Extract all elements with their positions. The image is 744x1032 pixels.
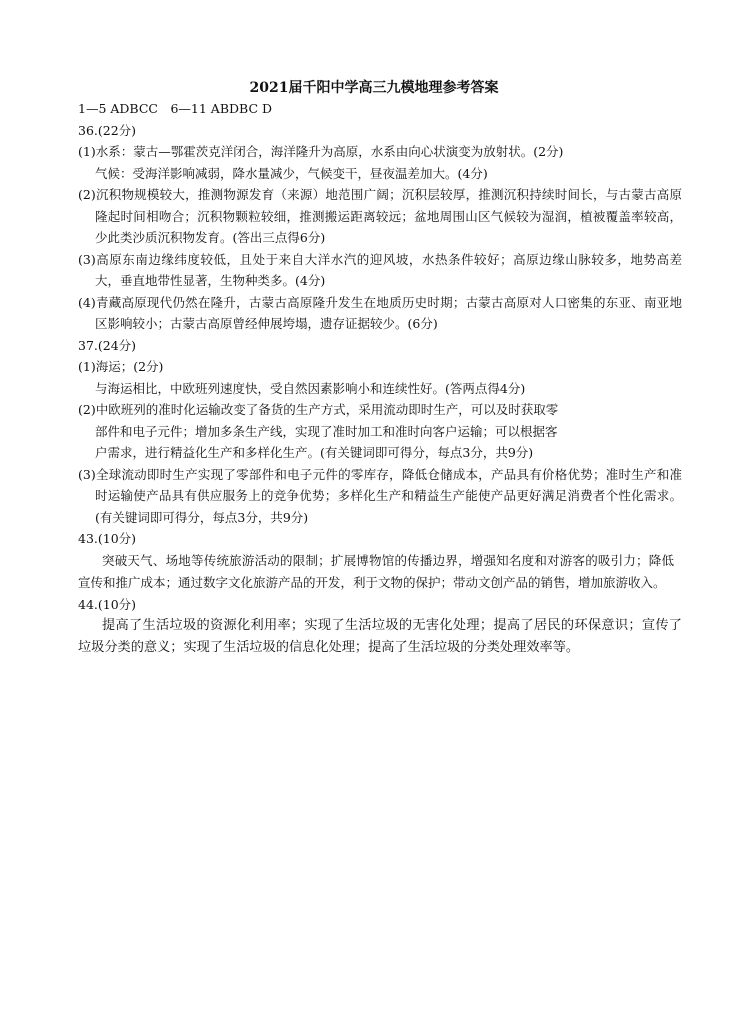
- question-37-part-2-line-3: 户需求，进行精益化生产和多样化生产。(有关键词即可得分，每点3分，共9分): [95, 445, 534, 460]
- question-36-heading: 36.(22分): [78, 122, 137, 138]
- question-37-heading: 37.(24分): [78, 337, 137, 353]
- question-43-answer: 突破天气、场地等传统旅游活动的限制；扩展博物馆的传播边界，增强知名度和对游客的吸引力；降低宣传和推广成本；通过数字文化旅游产品的开发，利于文物的保护；带动文创产品的销售，增加旅游收入。: [78, 552, 674, 590]
- question-37-part-3: (3)全球流动即时生产实现了零部件和电子元件的零库存，降低仓储成本，产品具有价格优势；准时生产和准时运输使产品具有供应服务上的竞争优势；多样化生产和精益生产能使产品更好满足消费者个性化需求。(有关键词即可得分，每点3分，共9分): [78, 466, 682, 525]
- question-43-heading: 43.(10分): [78, 531, 137, 546]
- question-37-part-1-answer: (1)海运；(2分): [78, 359, 164, 374]
- question-36-part-1-climate: 气候：受海洋影响减弱，降水量减少，气候变干，昼夜温差加大。(4分): [95, 165, 488, 181]
- multiple-choice-answers: 1—5 ADBCC 6—11 ABDBC D: [78, 101, 273, 116]
- question-44-answer: 提高了生活垃圾的资源化利用率；实现了生活垃圾的无害化处理；提高了居民的环保意识；宣传了垃圾分类的意义；实现了生活垃圾的信息化处理；提高了生活垃圾的分类处理效率等。: [78, 618, 682, 655]
- question-36-part-1-water: (1)水系：蒙古—鄂霍茨克洋闭合，海洋隆升为高原，水系由向心状演变为放射状。(2分): [78, 144, 564, 159]
- question-37-part-2-line-2: 部件和电子元件；增加多条生产线，实现了准时加工和准时向客户运输；可以根据客: [95, 423, 558, 439]
- question-36-part-4: (4)青藏高原现代仍然在隆升，古蒙古高原隆升发生在地质历史时期；古蒙古高原对人口密集的东亚、南亚地区影响较小；古蒙古高原曾经伸展垮塌，遗存证据较少。(6分): [78, 294, 682, 331]
- question-36-part-2: (2)沉积物规模较大，推测物源发育（来源）地范围广阔；沉积层较厚，推测沉积持续时间长，与古蒙古高原隆起时间相吻合；沉积物颗粒较细，推测搬运距离较远；盆地周围山区气候较为湿润，植被覆盖率较高，少此类沙质沉积物发育。(答出三点得6分): [78, 187, 682, 245]
- question-44-heading: 44.(10分): [78, 596, 137, 612]
- question-37-part-1-reason: 与海运相比，中欧班列速度快，受自然因素影响小和连续性好。(答两点得4分): [95, 380, 526, 396]
- question-36-part-3: (3)高原东南边缘纬度较低，且处于来自大洋水汽的迎风坡，水热条件较好；高原边缘山脉较多，地势高差大，垂直地带性显著，生物种类多。(4分): [78, 251, 682, 288]
- document-title: 2021届千阳中学高三九模地理参考答案: [249, 80, 499, 96]
- question-37-part-2-line-1: (2)中欧班列的准时化运输改变了备货的生产方式，采用流动即时生产，可以及时获取零: [78, 402, 559, 417]
